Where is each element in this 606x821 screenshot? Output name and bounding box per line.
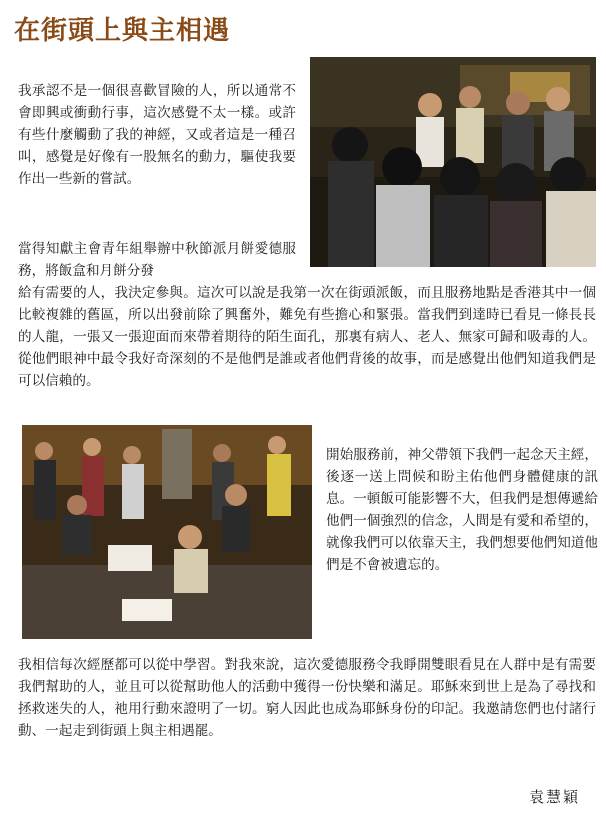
- paragraph-2-continued: 給有需要的人，我決定參與。這次可以說是我第一次在街頭派飯，而且服務地點是香港其中一個比較複雜的舊區，所以出發前除了興奮外，難免有些擔心和緊張。當我們到達時已看見一條長長的人龍，一張又一張迎面而來帶着期待的陌生面孔，那裏有病人、老人、無家可歸和吸毒的人。從他們眼神中最令我好奇深刻的不是他們是誰或者他們背後的故事，而是感覺出他們知道我們是可以信賴的。: [18, 285, 596, 389]
- paragraph-2-start: 當得知獻主會青年組舉辦中秋節派月餅愛德服務，將飯盒和月餅分發: [18, 241, 296, 279]
- author-signature: 袁慧穎: [528, 788, 580, 806]
- article-title: 在街頭上與主相遇: [14, 16, 231, 46]
- paragraph-1: 我承認不是一個很喜歡冒險的人，所以通常不會即興或衝動行事，這次感覺不太一樣。或許有些什麼觸動了我的神經，又或者這是一種召叫，感覺是好像有一股無名的動力，驅使我要作出一些新的嘗試。: [18, 83, 296, 187]
- paragraph-3: 開始服務前，神父帶領下我們一起念天主經，後逐一送上問候和盼主佑他們身體健康的訊息。一頓飯可能影響不大，但我們是想傳遞給他們一個強烈的信念，人間是有愛和希望的，就像我們可以依靠天主，我們想要他們知道他們是不會被遺忘的。: [326, 447, 598, 573]
- photo-street-meal: [22, 425, 312, 639]
- photo-group-prayer: [310, 57, 596, 267]
- paragraph-4: 我相信每次經歷都可以從中學習。對我來說，這次愛德服務令我睜開雙眼看見在人群中是有需要我們幫助的人，並且可以從幫助他人的活動中獲得一份快樂和滿足。耶穌來到世上是為了尋找和拯救迷失的人，祂用行動來證明了一切。窮人因此也成為耶穌身份的印記。我邀請您們也付諸行動、一起走到街頭上與主相遇罷。: [18, 657, 596, 739]
